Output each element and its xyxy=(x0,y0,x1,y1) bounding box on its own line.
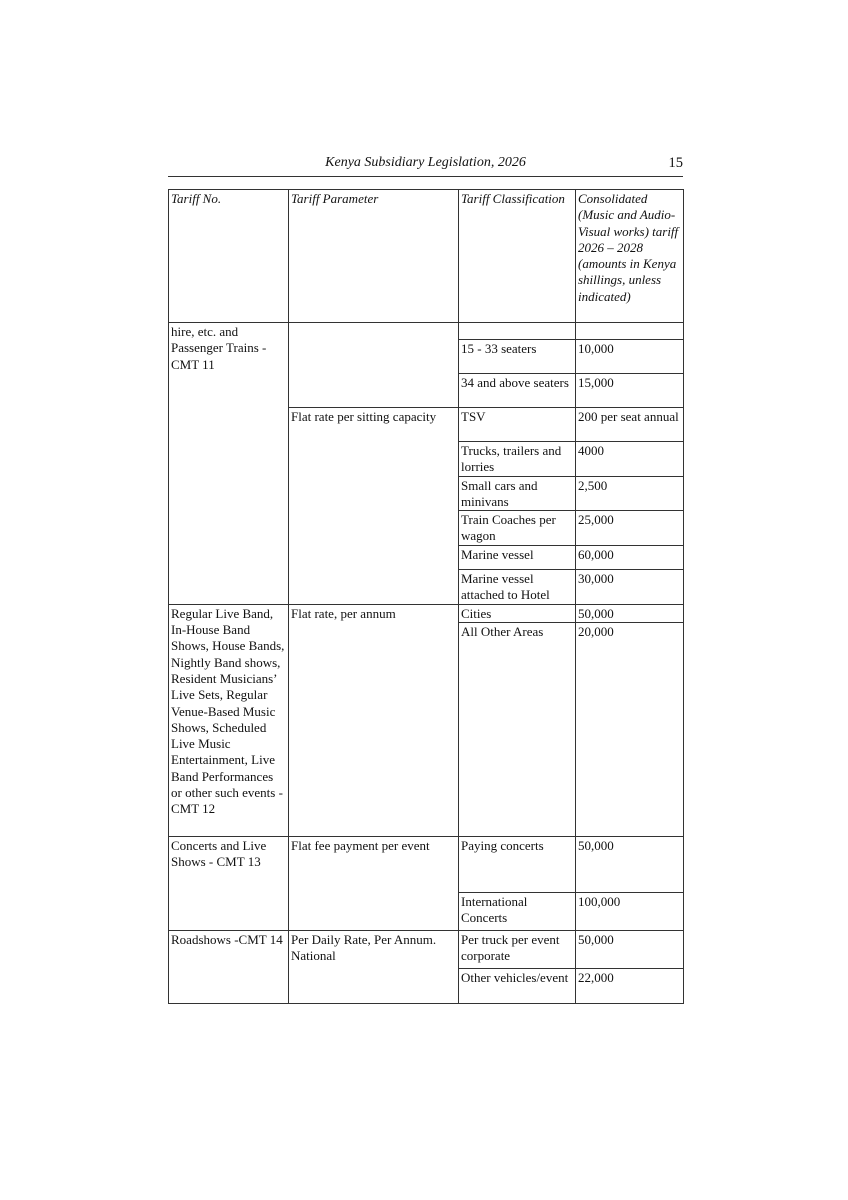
classification-cell: Other vehicles/event xyxy=(459,969,576,1004)
classification-cell: All Other Areas xyxy=(459,623,576,837)
table-row xyxy=(169,837,684,893)
tariff-table xyxy=(168,189,684,1004)
amount-cell: 2,500 xyxy=(576,476,684,511)
page-number: 15 xyxy=(668,155,683,171)
amount-cell: 25,000 xyxy=(576,511,684,546)
column-header-tariff-no: Tariff No. xyxy=(169,190,289,323)
tariff-no-cell: Roadshows -CMT 14 xyxy=(169,931,289,1004)
classification-cell: 15 - 33 seaters xyxy=(459,340,576,374)
table-row xyxy=(169,323,684,340)
amount-cell: 22,000 xyxy=(576,969,684,1004)
tariff-parameter-cell: Flat fee payment per event xyxy=(289,837,459,931)
table-row xyxy=(169,931,684,969)
amount-cell: 200 per seat annual xyxy=(576,408,684,442)
amount-cell: 50,000 xyxy=(576,931,684,969)
column-header-tariff-parameter: Tariff Parameter xyxy=(289,190,459,323)
table-header-row xyxy=(169,190,684,323)
classification-cell: Marine vessel xyxy=(459,545,576,569)
classification-cell: TSV xyxy=(459,408,576,442)
amount-cell: 4000 xyxy=(576,442,684,477)
amount-cell: 10,000 xyxy=(576,340,684,374)
document-title: Kenya Subsidiary Legislation, 2026 xyxy=(325,155,526,170)
classification-cell: International Concerts xyxy=(459,893,576,931)
amount-cell: 60,000 xyxy=(576,545,684,569)
column-header-consolidated-tariff: Consolidated (Music and Audio-Visual works) tariff 2026 – 2028 (amounts in Kenya shillings, unless indicated) xyxy=(576,190,684,323)
classification-cell: 34 and above seaters xyxy=(459,374,576,408)
classification-cell: Trucks, trailers and lorries xyxy=(459,442,576,477)
tariff-parameter-cell-empty xyxy=(289,323,459,408)
amount-cell: 100,000 xyxy=(576,893,684,931)
classification-cell xyxy=(459,323,576,340)
amount-cell: 30,000 xyxy=(576,569,684,604)
classification-cell: Marine vessel attached to Hotel xyxy=(459,569,576,604)
tariff-parameter-cell: Flat rate, per annum xyxy=(289,604,459,836)
amount-cell: 20,000 xyxy=(576,623,684,837)
classification-cell: Small cars and minivans xyxy=(459,476,576,511)
classification-cell: Train Coaches per wagon xyxy=(459,511,576,546)
amount-cell: 50,000 xyxy=(576,604,684,622)
tariff-no-cell: Regular Live Band, In-House Band Shows, House Bands, Nightly Band shows, Resident Musicians’ Live Sets, Regular Venue-Based Music Shows, Scheduled Live Music Entertainment, Live Band Performances or other such events -CMT 12 xyxy=(169,604,289,836)
header-divider xyxy=(168,176,683,177)
tariff-no-cell: Concerts and Live Shows - CMT 13 xyxy=(169,837,289,931)
amount-cell: 50,000 xyxy=(576,837,684,893)
classification-cell: Paying concerts xyxy=(459,837,576,893)
classification-cell: Cities xyxy=(459,604,576,622)
amount-cell: 15,000 xyxy=(576,374,684,408)
tariff-parameter-cell: Flat rate per sitting capacity xyxy=(289,408,459,605)
tariff-no-cell: hire, etc. and Passenger Trains - CMT 11 xyxy=(169,323,289,605)
amount-cell xyxy=(576,323,684,340)
column-header-tariff-classification: Tariff Classification xyxy=(459,190,576,323)
table-row xyxy=(169,604,684,622)
tariff-parameter-cell: Per Daily Rate, Per Annum. National xyxy=(289,931,459,1004)
classification-cell: Per truck per event corporate xyxy=(459,931,576,969)
running-header xyxy=(168,155,683,177)
